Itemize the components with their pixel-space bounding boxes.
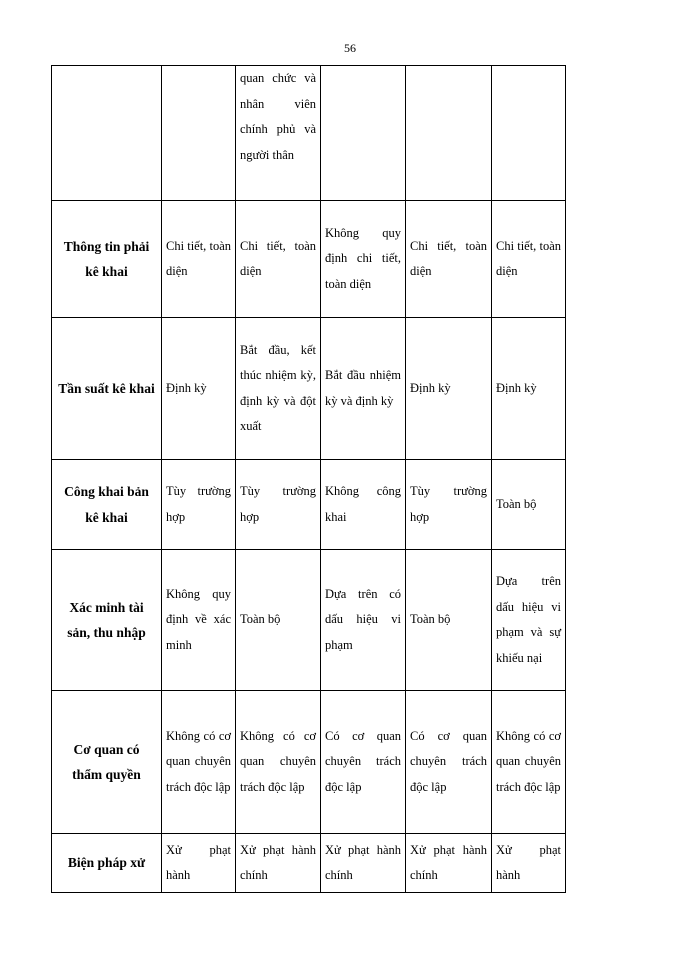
- table-cell: Toàn bộ: [236, 550, 321, 691]
- table-cell: [406, 66, 492, 201]
- criterion-cell: Công khai bản kê khai: [52, 460, 162, 550]
- table-row: [52, 460, 566, 550]
- table-row: [52, 66, 566, 201]
- table-cell: Không có cơ quan chuyên trách độc lập: [236, 691, 321, 834]
- table-cell: Bắt đầu nhiệm kỳ và định kỳ: [321, 318, 406, 460]
- table-cell: Tùy trường hợp: [162, 460, 236, 550]
- table-cell: Không công khai: [321, 460, 406, 550]
- table-cell: Không có cơ quan chuyên trách độc lập: [492, 691, 566, 834]
- table-row: [52, 834, 566, 893]
- table-cell: Chi tiết, toàn diện: [162, 201, 236, 318]
- table-cell: Xử phạt hành: [492, 834, 566, 893]
- table-cell: Tùy trường hợp: [236, 460, 321, 550]
- criterion-cell: Cơ quan có thẩm quyền: [52, 691, 162, 834]
- criterion-cell: Biện pháp xử: [52, 834, 162, 893]
- table-row: [52, 318, 566, 460]
- table-cell: Định kỳ: [162, 318, 236, 460]
- table-cell: Chi tiết, toàn diện: [492, 201, 566, 318]
- table-cell: Dựa trên có dấu hiệu vi phạm: [321, 550, 406, 691]
- table-cell: Toàn bộ: [406, 550, 492, 691]
- table-cell: Chi tiết, toàn diện: [406, 201, 492, 318]
- table-cell: Không có cơ quan chuyên trách độc lập: [162, 691, 236, 834]
- table-cell: quan chức và nhân viên chính phủ và người thân: [236, 66, 321, 201]
- table-cell: Xử phạt hành: [162, 834, 236, 893]
- table-cell: Không quy định về xác minh: [162, 550, 236, 691]
- page-number: 56: [344, 41, 356, 55]
- table-row: [52, 691, 566, 834]
- table-cell: Tùy trường hợp: [406, 460, 492, 550]
- criterion-cell: Tần suất kê khai: [52, 318, 162, 460]
- table-cell: Dựa trên dấu hiệu vi phạm và sự khiếu nại: [492, 550, 566, 691]
- table-cell: [162, 66, 236, 201]
- criterion-cell: [52, 66, 162, 201]
- comparison-table: [51, 65, 566, 893]
- table-cell: Không quy định chi tiết, toàn diện: [321, 201, 406, 318]
- criterion-cell: Xác minh tài sản, thu nhập: [52, 550, 162, 691]
- table-cell: [321, 66, 406, 201]
- criterion-cell: Thông tin phải kê khai: [52, 201, 162, 318]
- table-cell: Bắt đầu, kết thúc nhiệm kỳ, định kỳ và đột xuất: [236, 318, 321, 460]
- table-cell: [492, 66, 566, 201]
- table-row: [52, 550, 566, 691]
- table-cell: Định kỳ: [492, 318, 566, 460]
- table-cell: Có cơ quan chuyên trách độc lập: [321, 691, 406, 834]
- table-cell: Chi tiết, toàn diện: [236, 201, 321, 318]
- table-cell: Xử phạt hành chính: [406, 834, 492, 893]
- table-cell: Toàn bộ: [492, 460, 566, 550]
- table-cell: Xử phạt hành chính: [236, 834, 321, 893]
- table-cell: Có cơ quan chuyên trách độc lập: [406, 691, 492, 834]
- table-row: [52, 201, 566, 318]
- table-cell: Xử phạt hành chính: [321, 834, 406, 893]
- table-cell: Định kỳ: [406, 318, 492, 460]
